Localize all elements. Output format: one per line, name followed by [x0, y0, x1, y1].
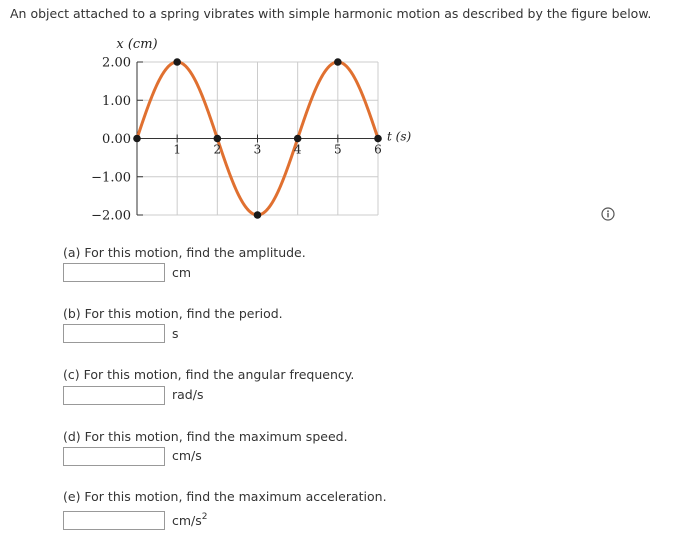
- period-input[interactable]: [63, 324, 165, 343]
- x-tick-label: 5: [334, 142, 342, 157]
- y-tick-label: −2.00: [91, 208, 131, 224]
- info-icon[interactable]: [601, 206, 615, 220]
- angular-frequency-input[interactable]: [63, 386, 165, 405]
- data-point: [254, 211, 262, 219]
- period-unit: s: [172, 326, 179, 341]
- y-tick-label: −1.00: [91, 170, 131, 186]
- x-tick-label: 6: [374, 142, 382, 157]
- max-acceleration-unit: $cm/s^2$: [172, 512, 208, 528]
- data-point: [294, 135, 302, 143]
- y-tick-label: 2.00: [102, 55, 131, 71]
- question-e-text: (e) For this motion, find the maximum acceleration.: [63, 489, 387, 504]
- question-d-text: (d) For this motion, find the maximum speed.: [63, 429, 348, 444]
- y-tick-label: 0.00: [102, 132, 131, 147]
- y-tick-label: 1.00: [102, 93, 131, 109]
- max-acceleration-input[interactable]: [63, 511, 165, 530]
- max-speed-input[interactable]: [63, 447, 165, 466]
- data-point: [214, 135, 222, 143]
- question-a-text: (a) For this motion, find the amplitude.: [63, 245, 306, 260]
- question-b-text: (b) For this motion, find the period.: [63, 306, 283, 321]
- data-point: [334, 58, 342, 66]
- x-tick-label: 1: [173, 142, 181, 157]
- data-point: [173, 58, 181, 66]
- x-tick-label: 3: [253, 142, 262, 157]
- x-tick-label: 2: [213, 142, 222, 157]
- angular-frequency-unit: rad/s: [172, 387, 204, 402]
- y-axis-label: x (cm): [116, 37, 158, 52]
- x-axis-label: t (s): [387, 129, 412, 144]
- question-c-text: (c) For this motion, find the angular frequency.: [63, 367, 355, 382]
- amplitude-input[interactable]: [63, 263, 165, 282]
- problem-intro: An object attached to a spring vibrates with simple harmonic motion as described by the figure below.: [10, 6, 652, 21]
- x-tick-label: 4: [293, 142, 302, 157]
- displacement-time-graph: [0, 0, 695, 230]
- data-point: [374, 135, 382, 143]
- max-speed-unit: cm/s: [172, 448, 202, 463]
- amplitude-unit: cm: [172, 265, 192, 280]
- data-point: [133, 135, 141, 143]
